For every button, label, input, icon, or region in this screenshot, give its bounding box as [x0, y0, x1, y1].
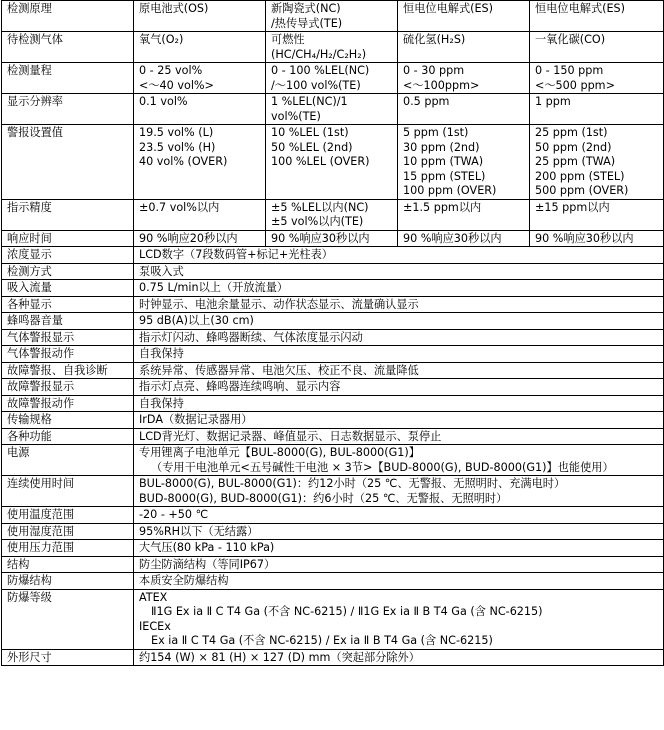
- row-label: [2, 94, 134, 125]
- table-cell-text: 40 vol% (OVER): [139, 155, 228, 168]
- table-cell: [398, 125, 530, 200]
- table-cell-text: <～100ppm>: [403, 78, 480, 92]
- row-label-text: 故障警报显示: [7, 380, 75, 393]
- table-cell-span-text: （专用干电池单元<五号碱性干电池 × 3节>【BUD-8000(G), BUD-8000(G1)】也能使用）: [151, 460, 614, 474]
- row-label-text: 指示精度: [7, 200, 52, 214]
- table-cell-text: 90 %响应30秒以内: [535, 231, 634, 245]
- table-cell: [530, 32, 664, 63]
- row-label: [2, 523, 134, 540]
- table-row: [2, 230, 664, 247]
- table-cell-text: 200 ppm (STEL): [535, 169, 625, 183]
- table-cell-text: /～100 vol%(TE): [271, 78, 361, 92]
- table-row: [2, 247, 664, 264]
- table-cell-span: [134, 346, 664, 363]
- row-label: [2, 32, 134, 63]
- table-cell: [134, 63, 266, 94]
- row-label-text: 使用湿度范围: [7, 524, 75, 538]
- table-cell-text: 90 %响应30秒以内: [271, 231, 370, 245]
- table-cell-span-text: ATEX: [139, 590, 168, 604]
- table-cell-text: 10 %LEL (1st): [271, 126, 349, 139]
- table-cell: [398, 63, 530, 94]
- table-cell-text: 90 %响应20秒以内: [139, 231, 238, 245]
- table-cell-text: 100 %LEL (OVER): [271, 155, 370, 168]
- row-label-text: 故障警报、自我诊断: [7, 363, 108, 377]
- table-cell: [134, 125, 266, 200]
- row-label-text: 蜂鸣器音量: [7, 314, 63, 327]
- row-label-text: 吸入流量: [7, 281, 52, 294]
- row-label: [2, 63, 134, 94]
- header-cell-text: 恒电位电解式(ES): [403, 2, 494, 15]
- table-cell: [134, 230, 266, 247]
- table-cell-span-text: -20 - +50 ℃: [139, 508, 209, 521]
- table-cell-span-text: 泵吸入式: [139, 264, 184, 278]
- table-cell: [134, 94, 266, 125]
- table-cell-span: [134, 379, 664, 396]
- table-cell-text: 0.5 ppm: [403, 95, 450, 108]
- table-cell: [530, 125, 664, 200]
- row-label-text: 各种显示: [7, 297, 52, 311]
- table-row: [2, 540, 664, 557]
- table-cell-text: 19.5 vol% (L): [139, 126, 214, 139]
- table-cell-span: [134, 329, 664, 346]
- row-label-text: 检测量程: [7, 64, 52, 77]
- header-cell-text: /热传导式(TE): [271, 16, 343, 30]
- table-row: [2, 589, 664, 649]
- row-label: [2, 125, 134, 200]
- table-cell-span-text: 系统异常、传感器异常、电池欠压、校正不良、流量降低: [139, 363, 419, 377]
- table-cell-text: 15 ppm (STEL): [403, 169, 486, 183]
- table-cell: [530, 199, 664, 230]
- table-cell-span-text: Ⅱ1G Ex ia Ⅱ C T4 Ga (不含 NC-6215) / Ⅱ1G Ex ia Ⅱ B T4 Ga (含 NC-6215): [151, 605, 543, 618]
- table-cell-text: 5 ppm (1st): [403, 126, 469, 139]
- row-label-text: 警报设置值: [7, 126, 63, 139]
- table-cell-span-text: 约154 (W) × 81 (H) × 127 (D) mm（突起部分除外）: [139, 650, 420, 664]
- row-label-text: 显示分辨率: [7, 95, 63, 108]
- table-row: [2, 379, 664, 396]
- header-cell: [530, 1, 664, 32]
- table-cell: [530, 63, 664, 94]
- table-cell-text: <～500 ppm>: [535, 78, 615, 92]
- table-cell-span-text: 自我保持: [139, 347, 184, 360]
- table-cell: [398, 199, 530, 230]
- row-label-text: 电源: [7, 446, 30, 459]
- row-label-text: 各种功能: [7, 429, 52, 443]
- table-row: [2, 346, 664, 363]
- table-cell-text: 25 ppm (TWA): [535, 155, 616, 168]
- table-cell-text: 0 - 30 ppm: [403, 64, 465, 77]
- table-cell-span: [134, 362, 664, 379]
- row-label-text: 检测方式: [7, 264, 52, 278]
- row-label-text: 气体警报动作: [7, 347, 75, 360]
- row-label-text: 待检测气体: [7, 33, 63, 46]
- table-cell-text: 可燃性: [271, 33, 305, 46]
- table-cell-text: 1 ppm: [535, 95, 571, 108]
- table-row: [2, 280, 664, 297]
- table-cell-span-text: LCD数字（7段数码管+标记+光柱表）: [139, 248, 333, 261]
- row-label-text: 使用压力范围: [7, 541, 75, 554]
- table-cell-span: [134, 263, 664, 280]
- row-label: [2, 346, 134, 363]
- table-cell-span-text: BUL-8000(G), BUL-8000(G1)：约12小时（25 ℃、无警报、无照明时、充满电时）: [139, 477, 566, 490]
- table-cell-span-text: LCD背光灯、数据记录器、峰值显示、日志数据显示、泵停止: [139, 429, 442, 443]
- table-cell: [134, 32, 266, 63]
- row-label: [2, 589, 134, 649]
- table-cell-span-text: 指示灯闪动、蜂鸣器断续、气体浓度显示闪动: [139, 330, 363, 344]
- row-label: [2, 445, 134, 476]
- table-cell-text: 23.5 vol% (H): [139, 140, 216, 154]
- row-label: [2, 540, 134, 557]
- row-label: [2, 649, 134, 666]
- row-label-text: 连续使用时间: [7, 477, 75, 490]
- table-row: [2, 313, 664, 330]
- table-cell: [134, 199, 266, 230]
- table-cell-span-text: 防尘防滴结构（等同IP67）: [139, 557, 276, 571]
- row-label-text: 防爆结构: [7, 574, 52, 587]
- header-cell: [266, 1, 398, 32]
- table-cell-span-text: 95 dB(A)以上(30 cm): [139, 314, 254, 327]
- table-cell-span-text: BUD-8000(G), BUD-8000(G1)：约6小时（25 ℃、无警报、无照明时）: [139, 491, 508, 505]
- table-cell: [530, 94, 664, 125]
- row-label: [2, 199, 134, 230]
- header-label-cell-text: 检测原理: [7, 2, 52, 15]
- row-label: [2, 573, 134, 590]
- table-cell-text: 50 ppm (2nd): [535, 140, 612, 154]
- table-cell-text: 30 ppm (2nd): [403, 140, 480, 154]
- table-cell-text: 10 ppm (TWA): [403, 155, 484, 168]
- table-cell: [398, 94, 530, 125]
- row-label-text: 防爆等级: [7, 590, 52, 604]
- table-cell: [266, 32, 398, 63]
- table-cell-span: [134, 296, 664, 313]
- table-row: [2, 523, 664, 540]
- row-label: [2, 507, 134, 524]
- row-label-text: 使用温度范围: [7, 508, 75, 521]
- table-cell-span: [134, 556, 664, 573]
- table-row: [2, 63, 664, 94]
- table-row: [2, 395, 664, 412]
- row-label: [2, 263, 134, 280]
- table-cell-text: ±0.7 vol%以内: [139, 200, 220, 214]
- table-cell: [530, 230, 664, 247]
- table-cell-text: (HC/CH₄/H₂/C₂H₂): [271, 47, 367, 61]
- row-label: [2, 362, 134, 379]
- header-cell: [134, 1, 266, 32]
- table-cell-text: 0 - 150 ppm: [535, 64, 604, 77]
- table-cell-span: [134, 507, 664, 524]
- table-cell-span: [134, 395, 664, 412]
- row-label: [2, 329, 134, 346]
- header-cell-text: 新陶瓷式(NC): [271, 2, 341, 15]
- table-row: [2, 263, 664, 280]
- table-cell-span: [134, 476, 664, 507]
- table-row: [2, 428, 664, 445]
- table-cell-span-text: IrDA（数据记录器用）: [139, 413, 253, 426]
- header-cell-text: 恒电位电解式(ES): [535, 2, 626, 15]
- header-row: [2, 1, 664, 32]
- table-cell-span: [134, 649, 664, 666]
- table-row: [2, 556, 664, 573]
- row-label: [2, 476, 134, 507]
- table-cell: [398, 32, 530, 63]
- row-label-text: 故障警报动作: [7, 396, 75, 410]
- table-cell-span-text: Ex ia Ⅱ C T4 Ga (不含 NC-6215) / Ex ia Ⅱ B T4 Ga (含 NC-6215): [151, 634, 493, 647]
- table-row: [2, 573, 664, 590]
- row-label: [2, 395, 134, 412]
- table-cell-text: ±15 ppm以内: [535, 200, 610, 214]
- table-cell-text: ±5 %LEL以内(NC): [271, 200, 369, 214]
- row-label: [2, 313, 134, 330]
- table-row: [2, 507, 664, 524]
- table-row: [2, 199, 664, 230]
- table-cell-span: [134, 445, 664, 476]
- table-cell: [266, 125, 398, 200]
- header-cell: [398, 1, 530, 32]
- table-cell-span: [134, 573, 664, 590]
- table-cell: [266, 63, 398, 94]
- table-row: [2, 412, 664, 429]
- row-label: [2, 296, 134, 313]
- table-cell-text: 90 %响应30秒以内: [403, 231, 502, 245]
- spec-table: [1, 0, 664, 666]
- table-cell-span: [134, 428, 664, 445]
- table-row: [2, 362, 664, 379]
- header-label-cell: [2, 1, 134, 32]
- table-cell-text: 0 - 100 %LEL(NC): [271, 64, 370, 77]
- table-cell-text: 1 %LEL(NC)/1: [271, 95, 348, 108]
- table-row: [2, 94, 664, 125]
- table-cell-span-text: 专用锂离子电池单元【BUL-8000(G), BUL-8000(G1)】: [139, 446, 420, 459]
- table-row: [2, 445, 664, 476]
- table-cell-span-text: 指示灯点亮、蜂鸣器连续鸣响、显示内容: [139, 380, 341, 393]
- row-label: [2, 247, 134, 264]
- table-row: [2, 32, 664, 63]
- table-cell: [398, 230, 530, 247]
- table-cell-span-text: 0.75 L/min以上（开放流量）: [139, 281, 289, 294]
- row-label-text: 浓度显示: [7, 248, 52, 261]
- table-cell-text: ±1.5 ppm以内: [403, 200, 482, 214]
- table-cell-span: [134, 280, 664, 297]
- table-row: [2, 476, 664, 507]
- table-cell-span-text: 本质安全防爆结构: [139, 574, 229, 587]
- table-cell-span-text: 大气压(80 kPa - 110 kPa): [139, 541, 275, 554]
- table-cell-text: ±5 vol%以内(TE): [271, 215, 364, 228]
- table-cell: [266, 94, 398, 125]
- table-row: [2, 296, 664, 313]
- header-cell-text: 原电池式(OS): [139, 2, 209, 15]
- table-cell-span: [134, 589, 664, 649]
- table-cell-span-text: 自我保持: [139, 396, 184, 410]
- row-label: [2, 230, 134, 247]
- table-row: [2, 649, 664, 666]
- table-cell-text: 一氧化碳(CO): [535, 33, 606, 46]
- row-label: [2, 379, 134, 396]
- table-cell-span: [134, 313, 664, 330]
- table-cell-text: 硫化氢(H₂S): [403, 33, 466, 46]
- table-cell-span: [134, 523, 664, 540]
- table-cell-text: 50 %LEL (2nd): [271, 140, 353, 154]
- table-cell-span: [134, 540, 664, 557]
- table-cell-span-text: 95%RH以下（无结露）: [139, 524, 259, 538]
- table-cell: [266, 230, 398, 247]
- row-label: [2, 428, 134, 445]
- table-cell-text: 25 ppm (1st): [535, 126, 608, 139]
- spec-table-body: [2, 1, 664, 666]
- table-cell-text: 500 ppm (OVER): [535, 184, 629, 197]
- table-cell-span-text: 时钟显示、电池余量显示、动作状态显示、流量确认显示: [139, 297, 419, 311]
- row-label-text: 外形尺寸: [7, 650, 52, 664]
- table-cell-text: 0 - 25 vol%: [139, 64, 203, 77]
- table-cell-text: <～40 vol%>: [139, 78, 214, 92]
- table-cell-text: 0.1 vol%: [139, 95, 188, 108]
- table-cell: [266, 199, 398, 230]
- table-row: [2, 125, 664, 200]
- row-label-text: 传输规格: [7, 413, 52, 426]
- table-cell-text: 100 ppm (OVER): [403, 184, 497, 197]
- table-cell-text: vol%(TE): [271, 109, 321, 123]
- row-label-text: 气体警报显示: [7, 330, 75, 344]
- row-label: [2, 412, 134, 429]
- row-label: [2, 556, 134, 573]
- table-cell-span: [134, 247, 664, 264]
- table-row: [2, 329, 664, 346]
- table-cell-text: 氧气(O₂): [139, 33, 184, 46]
- table-cell-span: [134, 412, 664, 429]
- row-label-text: 结构: [7, 557, 30, 571]
- row-label: [2, 280, 134, 297]
- row-label-text: 响应时间: [7, 231, 52, 245]
- table-cell-span-text: IECEx: [139, 619, 171, 633]
